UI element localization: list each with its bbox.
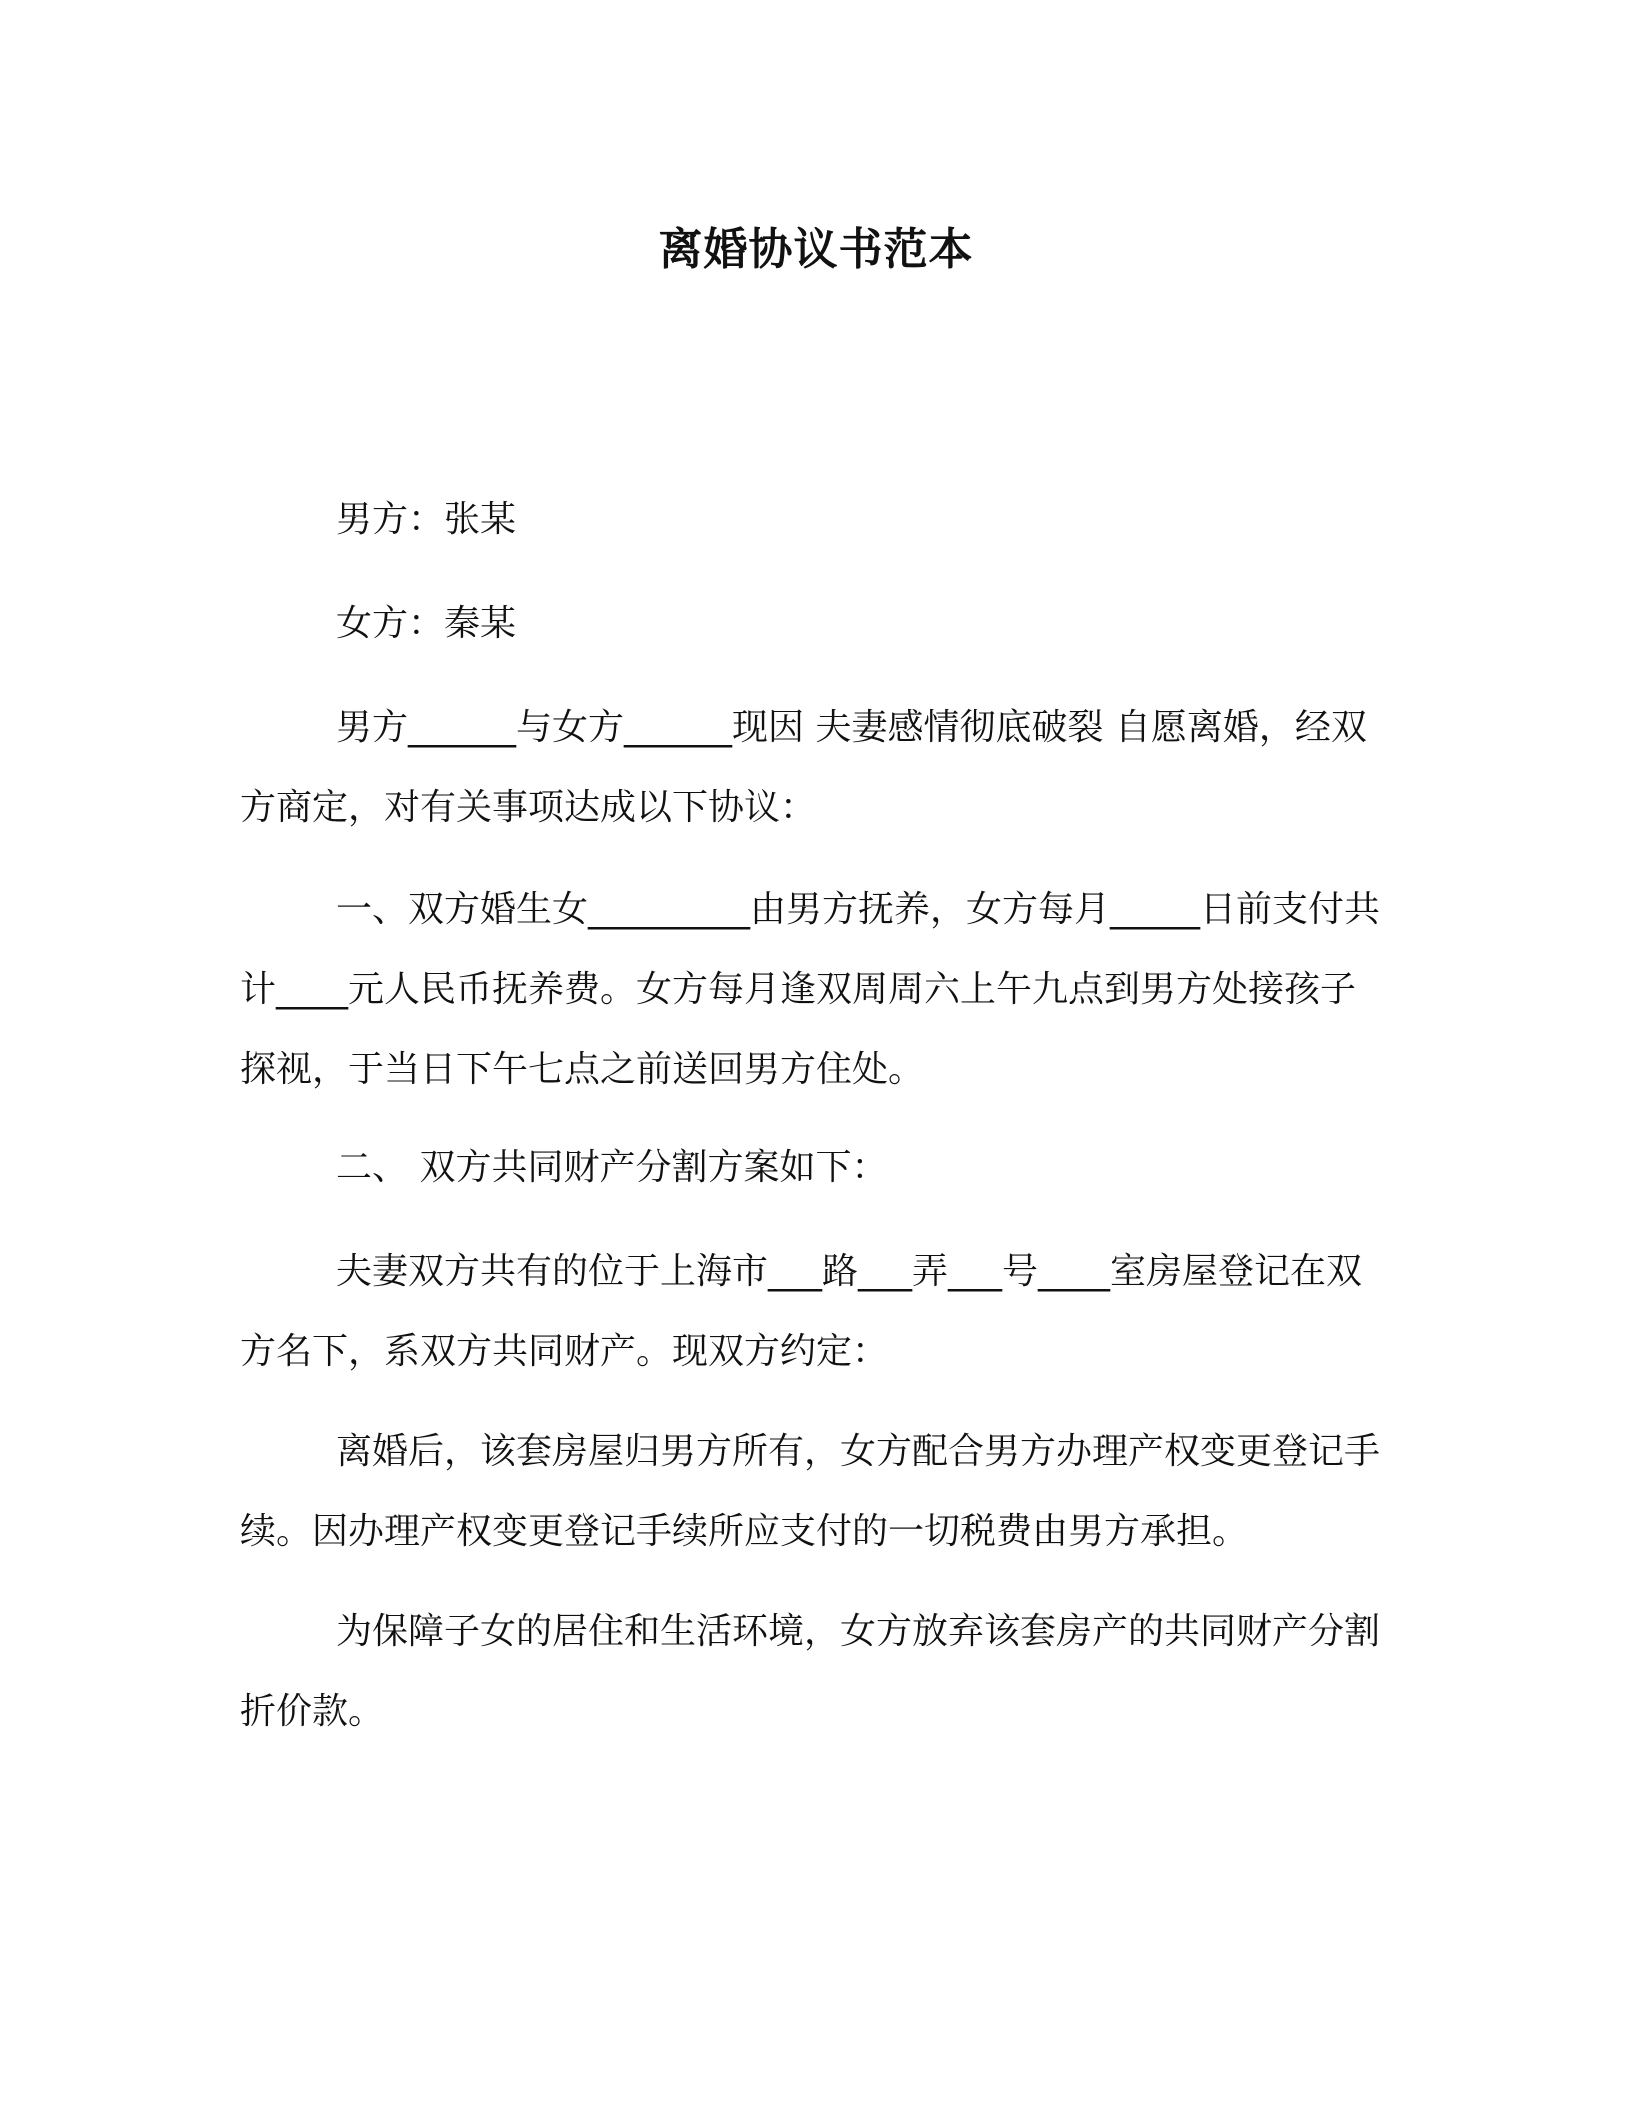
document-title: 离婚协议书范本 (658, 224, 974, 275)
party-male-line: 男方：张某 (336, 499, 517, 540)
paragraph-property-heading: 二、 双方共同财产分割方案如下： (336, 1147, 888, 1188)
paragraph-intro: 男方______与女方______现因 夫妻感情彻底破裂 自愿离婚，经双方商定，对有关事项达成以下协议： (240, 707, 1367, 828)
paragraph-child-custody: 一、双方婚生女_________由男方抚养，女方每月_____日前支付共计____元人民币抚养费。女方每月逢双周周六上午九点到男方处接孩子探视，于当日下午七点之前送回男方住处。 (240, 889, 1381, 1090)
paragraph-property-description: 夫妻双方共有的位于上海市___路___弄___号____室房屋登记在双方名下，系双方共同财产。现双方约定： (240, 1251, 1363, 1372)
paragraph-property-ownership: 离婚后，该套房屋归男方所有，女方配合男方办理产权变更登记手续。因办理产权变更登记手续所应支付的一切税费由男方承担。 (240, 1431, 1381, 1552)
party-female-line: 女方：秦某 (336, 603, 517, 644)
paragraph-property-waiver: 为保障子女的居住和生活环境，女方放弃该套房产的共同财产分割折价款。 (240, 1611, 1381, 1732)
